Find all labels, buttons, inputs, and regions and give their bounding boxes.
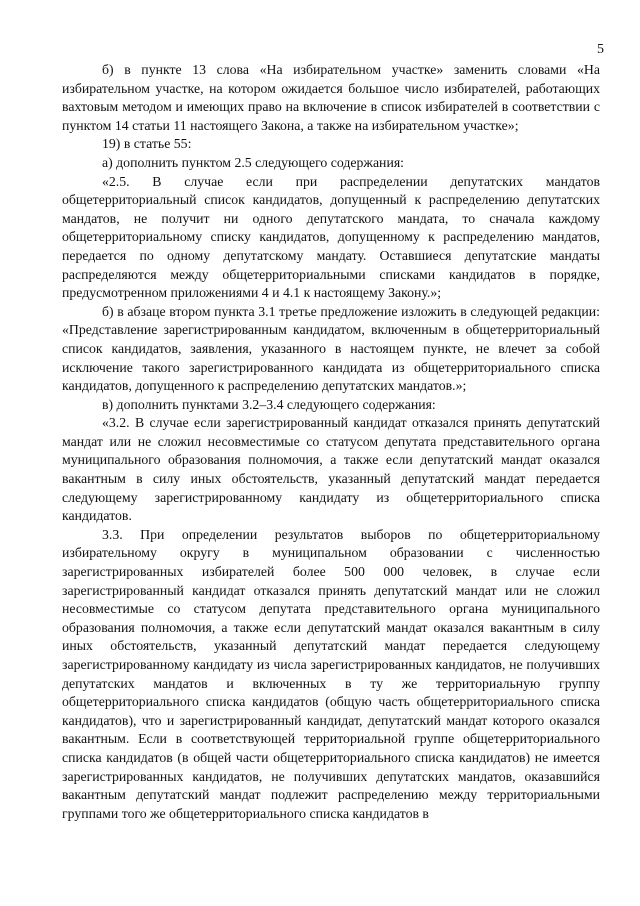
paragraph-point-3-2: «3.2. В случае если зарегистрированный кандидат отказался принять депутатский мандат или не сложил несовместимые со статусом депутата представительного органа муниципального образования полномочия, а также если депутатский мандат оказался вакантным в силу иных обстоятельств, указанный депутатский мандат передается следующему зарегистрированному кандидату из общетерриториального списка кандидатов. [62, 415, 600, 524]
document-body [62, 61, 600, 823]
paragraph-point-3-3: 3.3. При определении результатов выборов по общетерриториальному избирательному округу в муниципальном образовании с численностью зарегистрированных избирателей более 500 000 человек, в случае если зарегистрированный кандидат отказался принять депутатский мандат или не сложил несовместимые со статусом депутата представительного органа муниципального образования полномочия, а также если депутатский мандат оказался вакантным в силу иных обстоятельств, указанный депутатский мандат передается следующему зарегистрированному кандидату из числа зарегистрированных кандидатов, не получивших депутатских мандатов и включенных в ту же территориальную группу общетерриториального списка кандидатов (общую часть общетерриториального списка кандидатов), что и зарегистрированный кандидат, депутатский мандат которого оказался вакантным. Если в соответствующей территориальной группе общетерриториального списка кандидатов (в общей части общетерриториального списка кандидатов) не имеется зарегистрированных кандидатов, не получивших депутатских мандатов, оказавшийся вакантным депутатский мандат подлежит распределению между территориальными группами того же общетерриториального списка кандидатов в [62, 526, 600, 821]
paragraph-point-2-5: «2.5. В случае если при распределении депутатских мандатов общетерриториальный список кандидатов, допущенный к распределению депутатских мандатов, не получит ни одного депутатского мандата, то сначала каждому общетерриториальному списку кандидатов, допущенному к распределению мандатов, передается по одному депутатскому мандату. Оставшиеся депутатские мандаты распределяются между общетерриториальными списками кандидатов в порядке, предусмотренном приложениями 4 и 4.1 к настоящему Закону.»; [62, 173, 600, 301]
paragraph-item-b-point-13: б) в пункте 13 слова «На избирательном участке» заменить словами «На избирательном участке, на котором ожидается большое число избирателей, работающих вахтовым методом и имеющих право на включение в список избирателей в соответствии с пунктом 14 статьи 11 настоящего Закона, а также на избирательном участке»; [62, 62, 600, 133]
paragraph-item-a: а) дополнить пунктом 2.5 следующего содержания: [102, 154, 405, 170]
paragraph-item-v: в) дополнить пунктами 3.2–3.4 следующего содержания: [102, 396, 436, 412]
paragraph-article-55-heading: 19) в статье 55: [102, 136, 192, 152]
page-number: 5 [597, 42, 604, 57]
paragraph-item-b-point-3-1: б) в абзаце втором пункта 3.1 третье предложение изложить в следующей редакции: «Представление зарегистрированным кандидатом, включенным в общетерриториальный список кандидатов, заявления, указанного в настоящем пункте, не влечет за собой исключение такого зарегистрированного кандидата из общетерриториального списка кандидатов, допущенного к распределению депутатских мандатов.»; [62, 303, 600, 394]
